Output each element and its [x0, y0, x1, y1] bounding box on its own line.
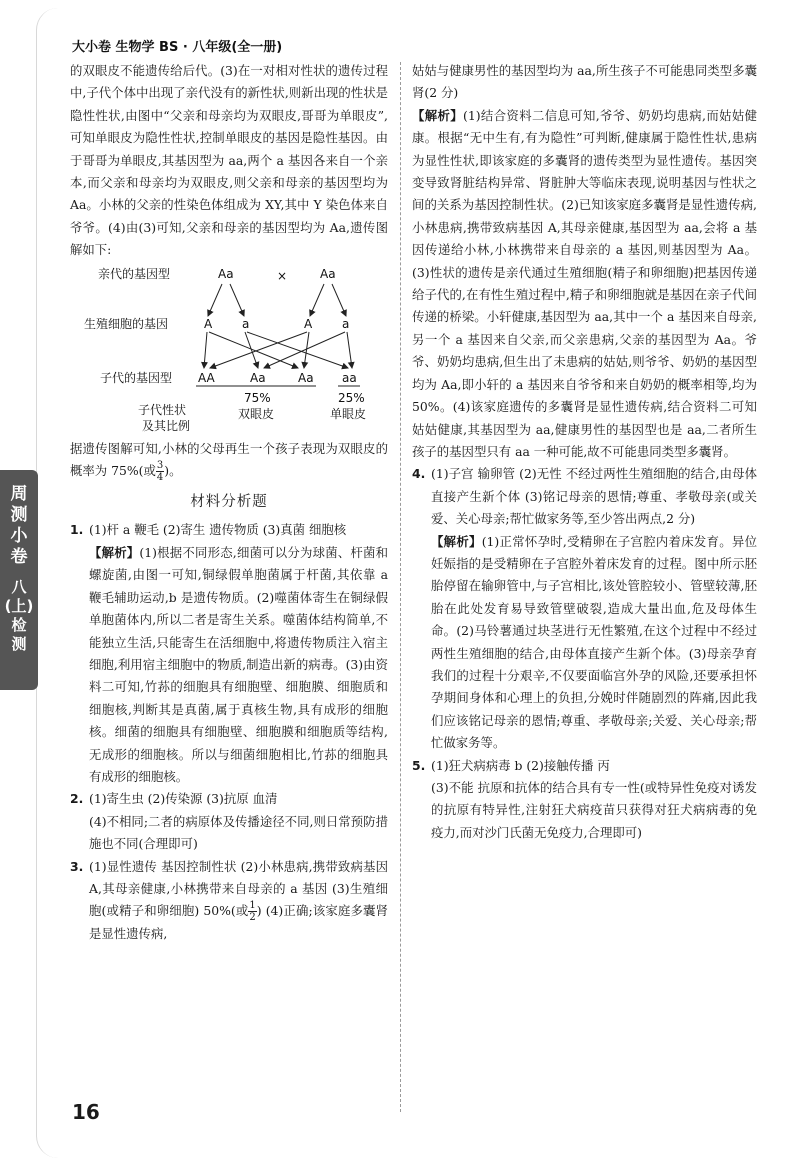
offspring-1: AA	[198, 370, 215, 385]
question-5-answer	[412, 755, 757, 777]
offspring-2: Aa	[250, 370, 266, 385]
side-tab-title	[0, 484, 38, 568]
side-tab-char: 小	[10, 526, 28, 546]
question-number: 5.	[412, 757, 426, 773]
question-2-answer-part-4: (4)不相同;二者的病原体及传播途径不同,则日常预防措施也不同(合理即可)	[89, 813, 388, 852]
question-4-explanation	[412, 531, 757, 755]
label-offspring-ratio: 及其比例	[142, 418, 191, 433]
explanation-text: (1)结合资料二信息可知,爷爷、奶奶均患病,而姑姑健康。根据“无中生有,有为隐性”可判断,健康属于隐性性状,患病为显性性状,即该家庭的多囊肾的遗传类型为显性遗传。基因突变导致肾脏结构异常、肾脏肿大等临床表现,说明基因与性状之间的关系为基因控制性状。(2)已知该家庭多囊肾是显性遗传病,小林患病,携带致病基因 A,其母亲健康,基因型为 aa,会将 a 基因传递给小林,小林携带来自母亲的 a 基因,则基因型为 Aa。(3)性状的遗传是亲代通过生殖细胞(精子和卵细胞)把基因传递给子代的,在有性生殖过程中,精子和卵细胞就是基因在亲子代间传递的桥梁。小轩健康,基因型为 aa,其中一个 a 基因来自母亲,另一个 a 基因来自父亲,而父亲患病,父亲的基因型为 Aa。爷爷、奶奶均患病,但生出了未患病的姑姑,则爷爷、奶奶的基因型均为 Aa,即小轩的 a 基因来自爷爷和来自奶奶的概率相等,均为 50%。(4)该家庭遗传的多囊肾是显性遗传病,结合资料二可知姑姑健康,其基因型为 aa,健康男性的基因型也是 aa,二者所生孩子的基因型只有 aa 一种可能,故不可能患同类型多囊肾。	[412, 107, 757, 459]
label-parent-genotype: 亲代的基因型	[98, 266, 171, 281]
section-title: 材料分析题	[190, 494, 268, 511]
side-tab-char: (上)	[4, 597, 34, 615]
question-4-answer	[412, 463, 757, 530]
left-column	[70, 60, 388, 946]
parent-mother-genotype: Aa	[320, 266, 336, 281]
offspring-3: Aa	[298, 370, 314, 385]
explanation-text: (1)根据不同形态,细菌可以分为球菌、杆菌和螺旋菌,由图一可知,铜绿假单胞菌属于杆菌,其依靠 a 鞭毛辅助运动,b 是遗传物质。(2)噬菌体寄生在铜绿假单胞菌体内,所以二者是寄生关系。噬菌体结构简单,不能独立生活,只能寄生在活细胞中,将遗传物质注入宿主细胞,利用宿主细胞中的物质,制造出新的病毒。(3)由资料二可知,竹荪的细胞具有细胞壁、细胞膜、细胞质和细胞核,判断其是真菌,属于真核生物,具有成形的细胞核。细菌的细胞具有细胞壁、细胞膜和细胞质等结构,无成形的细胞核。所以与细菌细胞相比,竹荪的细胞具有成形的细胞核。	[89, 544, 388, 784]
side-tab-subtitle	[0, 578, 38, 654]
genetic-cross-diagram	[70, 264, 388, 434]
side-tab	[0, 470, 38, 690]
question-number: 3.	[70, 858, 84, 874]
side-tab-char: 测	[10, 505, 28, 525]
side-tab-char: 卷	[10, 547, 28, 567]
fraction-numerator: 3	[156, 460, 164, 472]
gamete-2: a	[242, 316, 250, 331]
answer-text: (1)狂犬病病毒 b (2)接触传播 丙	[431, 757, 610, 773]
text-span: )。	[164, 463, 182, 479]
text-span: 据遗传图解可知,小林的父母再生一个孩子表现为双眼皮的概率为 75%(或	[70, 440, 388, 479]
running-header: 大小卷 生物学 BS · 八年级(全一册)	[72, 40, 283, 55]
diagram-arrows	[196, 284, 360, 386]
gamete-1: A	[204, 316, 213, 331]
label-offspring-genotype: 子代的基因型	[100, 370, 173, 385]
side-tab-char: 周	[10, 484, 28, 504]
explanation-text: (1)正常怀孕时,受精卵在子宫腔内着床发育。异位妊娠指的是受精卵在子宫腔外着床发育的过程。图中所示胚胎停留在输卵管中,与子宫相比,该处管腔较小、管壁较薄,胚胎在此处发育易导致管壁破裂,造成大量出血,危及母体生命。(2)马铃薯通过块茎进行无性繁殖,在这个过程中不经过两性生殖细胞的结合,由母体直接产生新个体。(3)母亲孕育我们的过程十分艰辛,不仅要面临宫外孕的风险,还要承担怀孕期间身体和心理上的负担,分娩时伴随剧烈的阵痛,因此我们应该铭记母亲的恩情;尊重、孝敬母亲;关爱、关心母亲;帮忙做家务等。	[431, 533, 757, 751]
label-offspring-trait: 子代性状	[138, 402, 187, 417]
question-3-explanation	[412, 105, 757, 464]
question-number: 2.	[70, 791, 84, 807]
question-5-answer-part-3: (3)不能 抗原和抗体的结合具有专一性(或特异性免疫对诱发的抗原有特异性,注射狂犬病疫苗只获得对狂犬病病毒的免疫力,而对沙门氏菌无免疫力,合理即可)	[431, 780, 757, 840]
answer-text: (1)显性遗传 基因控制性状 (2)小林患病,携带致病基因 A,其母亲健康,小林携带来自母亲的 a 基因 (3)生殖细胞(或精子和卵细胞) 50%(或	[89, 858, 388, 919]
label-gamete-genes: 生殖细胞的基因	[84, 316, 169, 331]
fraction-denominator: 2	[249, 912, 256, 924]
question-number: 4.	[412, 466, 426, 482]
answer-text: (1)杆 a 鞭毛 (2)寄生 遗传物质 (3)真菌 细胞核	[89, 522, 347, 538]
explanation-tag: 【解析】	[431, 533, 482, 549]
question-number: 1.	[70, 522, 84, 538]
explanation-tag: 【解析】	[412, 107, 464, 123]
genetic-cross-svg	[70, 264, 388, 434]
question-1-answer	[70, 519, 388, 541]
answer-text: (1)子宫 输卵管 (2)无性 不经过两性生殖细胞的结合,由母体直接产生新个体 (3)铭记母亲的恩情;尊重、孝敬母亲(或关爱、关心母亲;帮忙做家务等,至少答出两点,2 分)	[431, 466, 757, 527]
answer-text: ) (4)正确;该家庭多囊肾是显性遗传病,	[89, 903, 388, 942]
side-tab-char: 检	[11, 616, 27, 634]
column-divider	[400, 62, 401, 1112]
fraction-denominator: 4	[156, 472, 164, 484]
question-3-answer	[70, 856, 388, 946]
gamete-4: a	[342, 316, 350, 331]
fraction-three-quarters	[156, 460, 164, 483]
side-tab-char: 八	[11, 578, 27, 596]
ratio-recessive: 25%	[338, 390, 365, 405]
fraction-one-half	[248, 900, 256, 923]
side-tab-char: 测	[11, 635, 27, 653]
explanation-tag: 【解析】	[89, 544, 140, 560]
parent-father-genotype: Aa	[218, 266, 234, 281]
paragraph	[70, 438, 388, 483]
fraction-numerator: 1	[249, 900, 256, 912]
cross-symbol: ×	[277, 268, 288, 283]
paragraph: 姑姑与健康男性的基因型均为 aa,所生孩子不可能患同类型多囊肾(2 分)	[412, 63, 757, 101]
offspring-4: aa	[342, 370, 357, 385]
question-1-explanation	[70, 542, 388, 788]
gamete-3: A	[304, 316, 313, 331]
right-column	[412, 60, 757, 844]
answer-text: (1)寄生虫 (2)传染源 (3)抗原 血清	[89, 791, 278, 807]
ratio-dominant: 75%	[244, 390, 271, 405]
paragraph: 的双眼皮不能遗传给后代。(3)在一对相对性状的遗传过程中,子代个体中出现了亲代没有的新性状,则新出现的性状是隐性性状,由图中“父亲和母亲均为双眼皮,哥哥为单眼皮”,可知单眼皮为隐性性状,控制单眼皮的基因是隐性基因。由于哥哥为单眼皮,其基因型为 aa,两个 a 基因各来自一个亲本,而父亲和母亲均为双眼皮,则父亲和母亲的基因型均为 Aa。小林的父亲的性染色体组成为 XY,其中 Y 染色体来自爷爷。(4)由(3)可知,父亲和母亲的基因型均为 Aa,遗传图解如下:	[70, 63, 388, 258]
page-number: 16	[72, 1100, 100, 1124]
trait-single-eyelid: 单眼皮	[330, 406, 367, 421]
trait-double-eyelid: 双眼皮	[238, 406, 275, 421]
question-2-answer	[70, 788, 388, 810]
